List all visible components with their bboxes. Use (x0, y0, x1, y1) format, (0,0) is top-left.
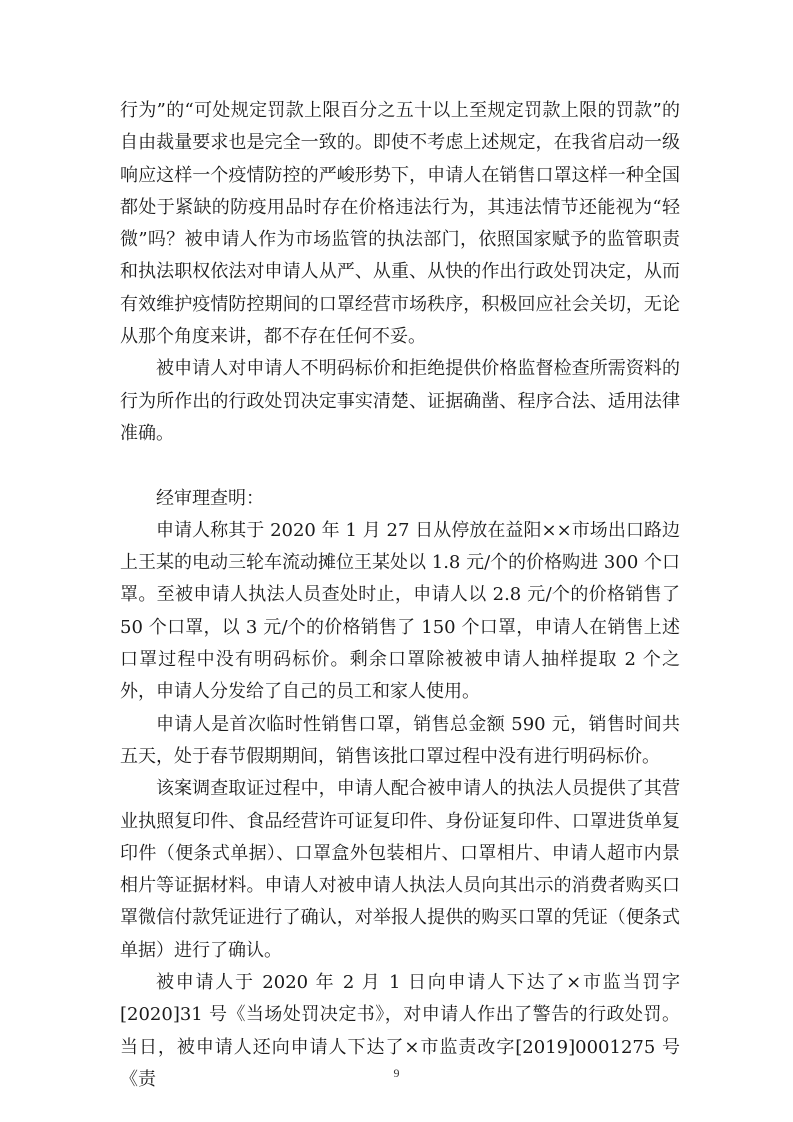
paragraph-evidence: 该案调查取证过程中，申请人配合被申请人的执法人员提供了其营业执照复印件、食品经营许可证复印件、身份证复印件、口罩进货单复印件（便条式单据）、口罩盒外包装相片、口罩相片、申请人超市内景相片等证据材料。申请人对被申请人执法人员向其出示的消费者购买口罩微信付款凭证进行了确认，对举报人提供的购买口罩的凭证（便条式单据）进行了确认。 (120, 778, 680, 961)
paragraph-penalty: 被申请人于 2020 年 2 月 1 日向申请人下达了×市监当罚字[2020]31 号《当场处罚决定书》，对申请人作出了警告的行政处罚。当日，被申请人还向申请人下达了×市监责改字[2019]0001275 号《责 (120, 972, 680, 1090)
section-heading-findings: 经审理查明： (156, 487, 264, 509)
page-number: 9 (393, 1066, 400, 1080)
paragraph-conclusion: 被申请人对申请人不明码标价和拒绝提供价格监督检查所需资料的行为所作出的行政处罚决定事实清楚、证据确凿、程序合法、适用法律准确。 (120, 358, 680, 444)
paragraph-purchase-facts: 申请人称其于 2020 年 1 月 27 日从停放在益阳××市场出口路边上王某的电动三轮车流动摊位王某处以 1.8 元/个的价格购进 300 个口罩。至被申请人执法人员查处时止，申请人以 2.8 元/个的价格销售了 50 个口罩，以 3 元/个的价格销售了 150 个口罩，申请人在销售上述口罩过程中没有明码标价。剩余口罩除被被申请人抽样提取 2 个之外，申请人分发给了自己的员工和家人使用。 (120, 519, 680, 703)
paragraph-spacer (120, 450, 680, 482)
document-body (120, 95, 680, 1096)
paragraph-sales-summary: 申请人是首次临时性销售口罩，销售总金额 590 元，销售时间共五天，处于春节假期期间，销售该批口罩过程中没有进行明码标价。 (120, 713, 680, 767)
paragraph-continuation: 行为”的“可处规定罚款上限百分之五十以上至规定罚款上限的罚款”的自由裁量要求也是完全一致的。即使不考虑上述规定，在我省启动一级响应这样一个疫情防控的严峻形势下，申请人在销售口罩这样一种全国都处于紧缺的防疫用品时存在价格违法行为，其违法情节还能视为“轻微”吗？被申请人作为市场监管的执法部门，依照国家赋予的监管职责和执法职权依法对申请人从严、从重、从快的作出行政处罚决定，从而有效维护疫情防控期间的口罩经营市场秩序，积极回应社会关切，无论从那个角度来讲，都不存在任何不妥。 (120, 100, 680, 348)
